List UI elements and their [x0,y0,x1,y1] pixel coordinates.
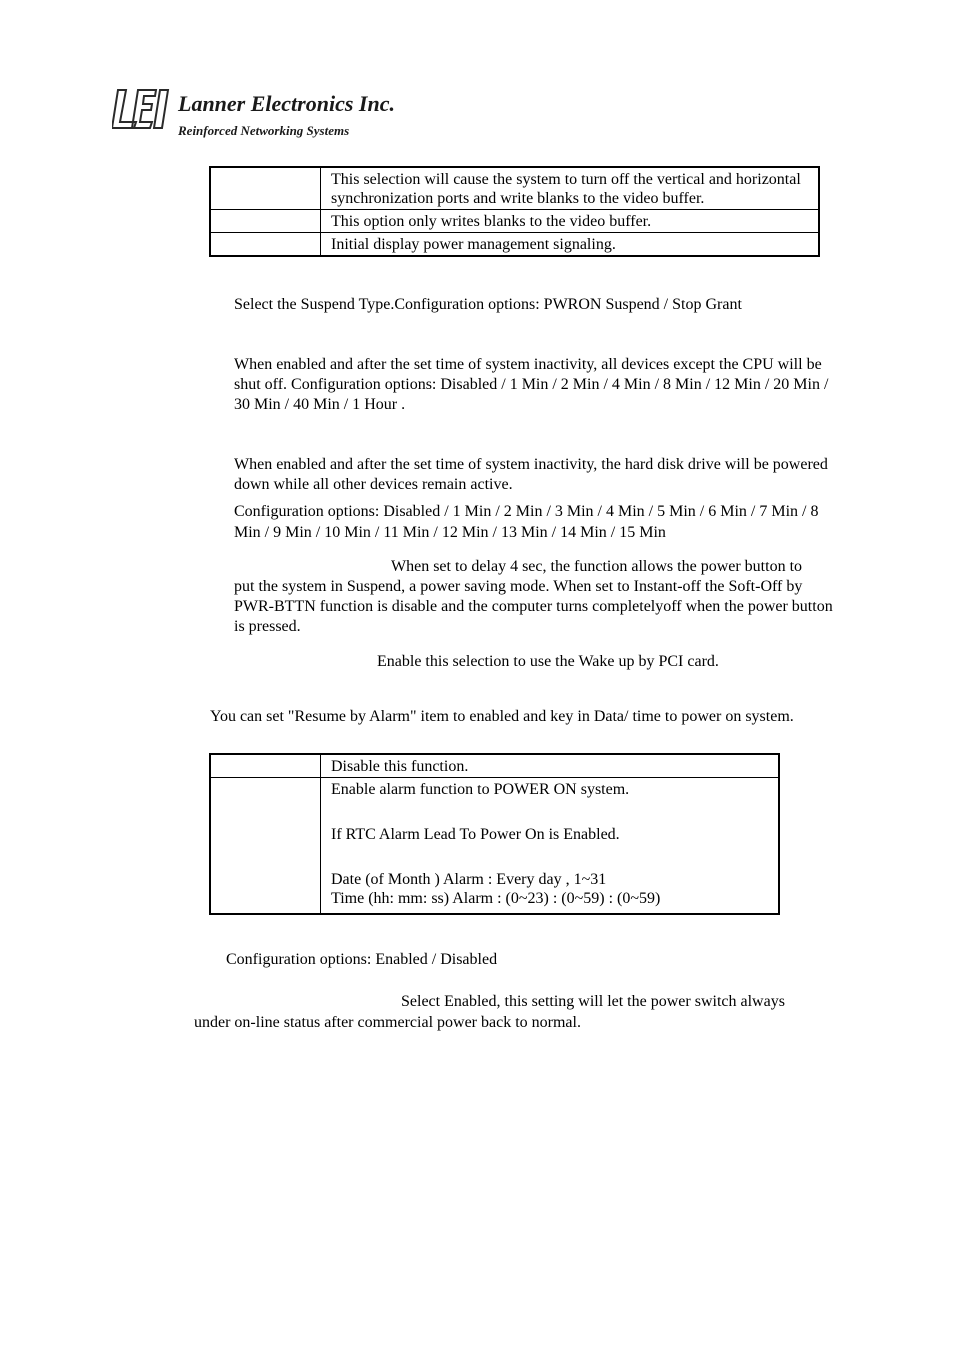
company-tagline: Reinforced Networking Systems [178,123,350,138]
hdd-text-1: When enabled and after the set time of system inactivity, the hard disk drive will be powered down while all other devices remain active. [234,456,828,493]
table-row [210,754,779,778]
table-row [210,233,819,257]
hdd-text-2: Configuration options: Disabled / 1 Min / 2 Min / 3 Min / 4 Min / 5 Min / 6 Min / 7 Min / 8 Min / 9 Min / 10 Min / 11 Min / 12 Min / 13 Min / 14 Min / 15 Min [234,503,819,541]
table-row [210,210,819,233]
table-cell-value: This option only writes blanks to the video buffer. [321,210,820,233]
power-switch-text: under on-line status after commercial power back to normal. [194,1014,581,1031]
table-cell-value [321,778,780,915]
company-name: Lanner Electronics Inc. [178,91,395,116]
table-cell-value: Disable this function. [321,754,780,778]
table-cell-value: This selection will cause the system to turn off the vertical and horizontal synchronization ports and write blanks to the video buffer. [321,167,820,210]
alarm-line-4: Time (hh: mm: ss) Alarm : (0~23) : (0~59) : (0~59) [331,890,661,907]
table-row [210,778,779,915]
suspend-type-text: Select the Suspend Type.Configuration options: PWRON Suspend / Stop Grant [234,296,742,313]
power-switch-text-first: Select Enabled, this setting will let the power switch always [401,993,785,1010]
standby-text: When enabled and after the set time of system inactivity, all devices except the CPU will be shut off. Configuration options: Disabled / 1 Min / 2 Min / 4 Min / 8 Min / 12 Min / 20 Min / 30 Min / 40 Min / 1 Hour . [234,356,829,413]
power-button-text: put the system in Suspend, a power saving mode. When set to Instant-off the Soft-Off by PWR-BTTN function is disable and the computer turns completelyoff when the power button is pressed. [234,578,833,635]
resume-alarm-table [209,753,780,915]
table-cell-key [210,167,321,210]
table-cell-key [210,778,321,915]
alarm-line-1: Enable alarm function to POWER ON system. [331,781,630,798]
power-button-text-first: When set to delay 4 sec, the function allows the power button to [391,558,803,575]
table-cell-key [210,233,321,257]
resume-alarm-text: You can set "Resume by Alarm" item to enabled and key in Data/ time to power on system. [210,708,794,725]
table-cell-key [210,754,321,778]
table-row [210,167,819,210]
table-cell-value: Initial display power management signaling. [321,233,820,257]
table-cell-key [210,210,321,233]
lei-logo-icon [112,86,172,132]
wake-pci-text: Enable this selection to use the Wake up by PCI card. [377,653,719,670]
display-power-table [209,166,820,257]
alarm-line-2: If RTC Alarm Lead To Power On is Enabled. [331,826,620,843]
config-enabled-text: Configuration options: Enabled / Disabled [226,951,498,968]
alarm-line-3: Date (of Month ) Alarm : Every day , 1~31 [331,871,607,888]
